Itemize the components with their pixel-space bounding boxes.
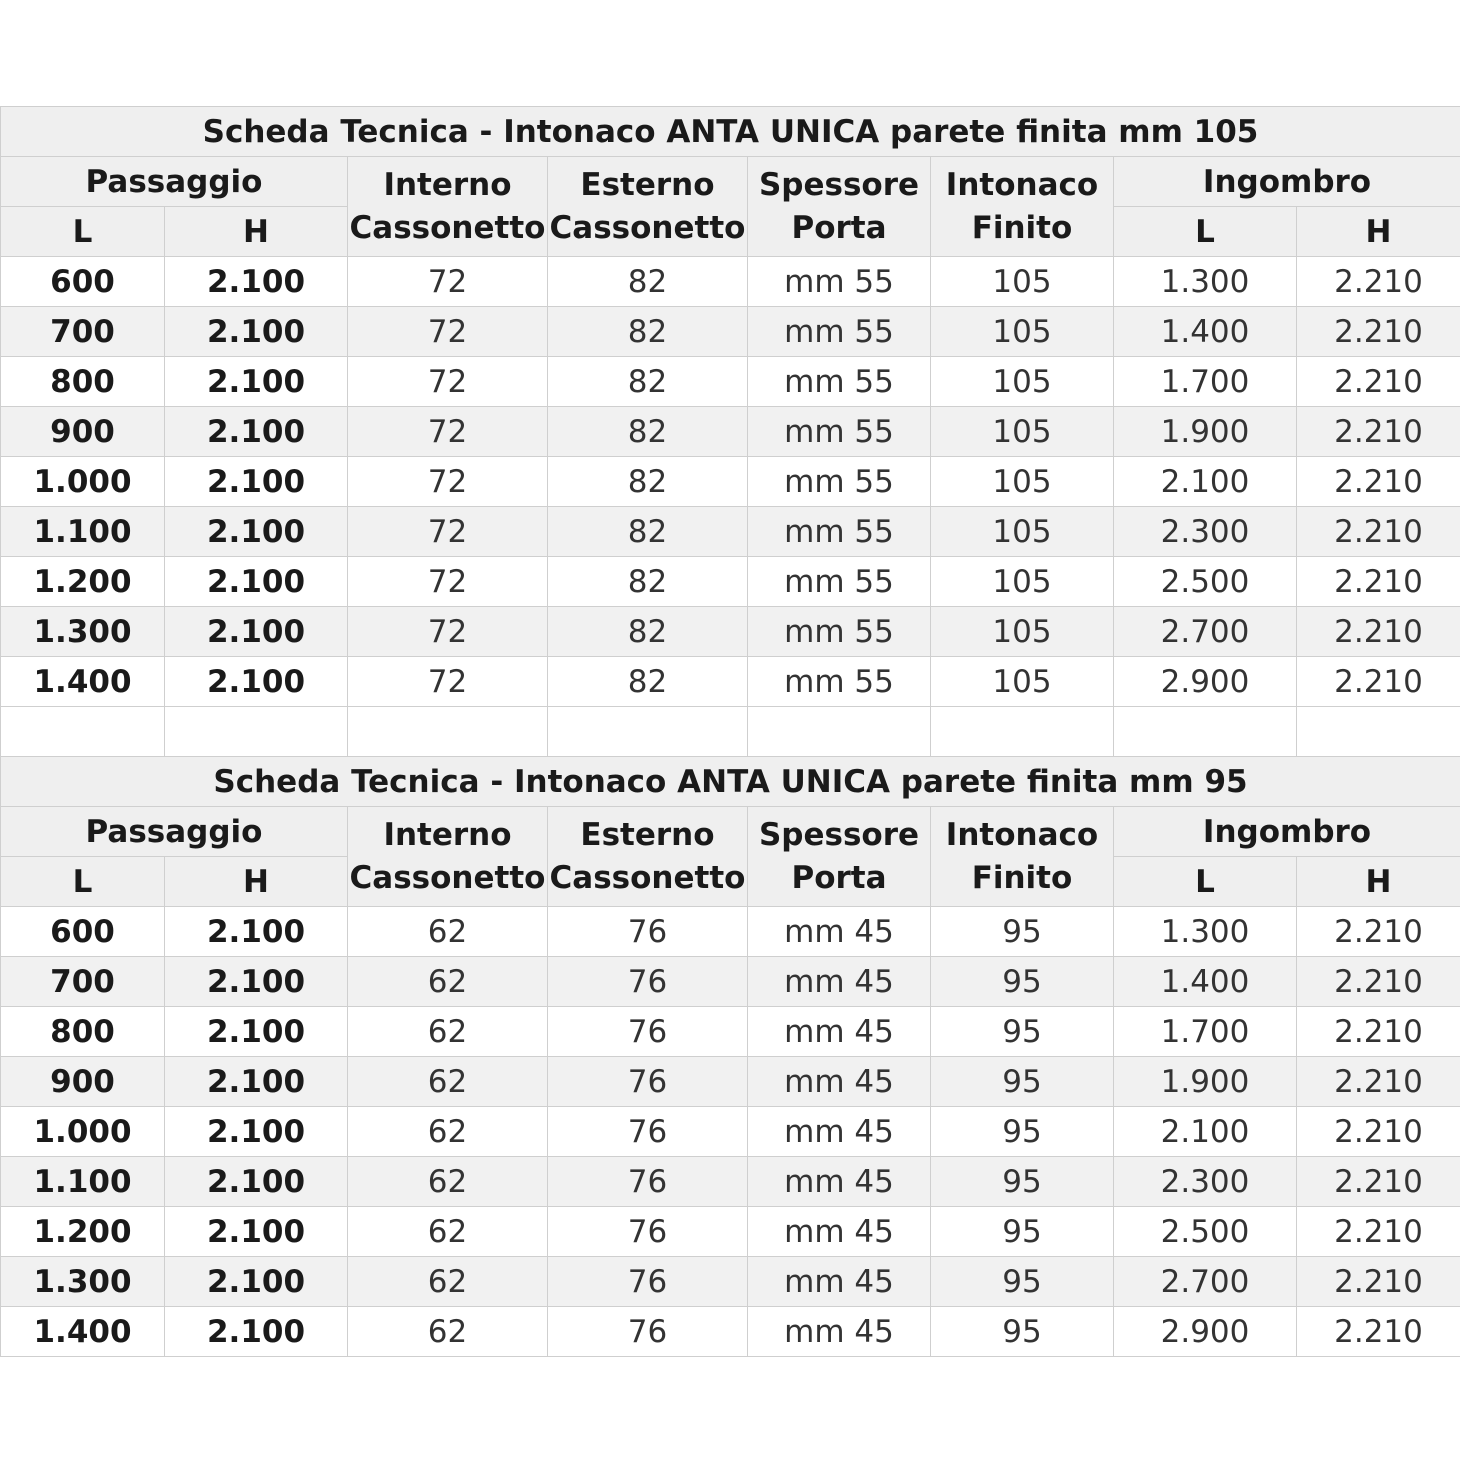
cell-interno-cassonetto: 62 bbox=[348, 957, 548, 1007]
header-esterno-cassonetto bbox=[548, 807, 748, 907]
cell-passaggio-l: 1.100 bbox=[1, 1157, 165, 1207]
cell-interno-cassonetto: 72 bbox=[348, 357, 548, 407]
cell-ingombro-l: 1.900 bbox=[1114, 407, 1297, 457]
cell-interno-cassonetto: 62 bbox=[348, 1207, 548, 1257]
cell-passaggio-h: 2.100 bbox=[165, 1207, 348, 1257]
cell-ingombro-l: 1.400 bbox=[1114, 957, 1297, 1007]
cell-interno-cassonetto: 62 bbox=[348, 1307, 548, 1357]
table-row bbox=[1, 357, 1460, 407]
cell-passaggio-h: 2.100 bbox=[165, 1107, 348, 1157]
table-title-row bbox=[1, 757, 1460, 807]
cell-passaggio-l: 600 bbox=[1, 907, 165, 957]
header-intonaco-finito bbox=[931, 157, 1114, 257]
cell-spessore-porta: mm 45 bbox=[748, 1257, 931, 1307]
cell-esterno-cassonetto: 82 bbox=[548, 607, 748, 657]
cell-interno-cassonetto: 62 bbox=[348, 1157, 548, 1207]
cell-spessore-porta: mm 45 bbox=[748, 1057, 931, 1107]
header-ingombro: Ingombro bbox=[1114, 157, 1460, 207]
cell-interno-cassonetto: 72 bbox=[348, 457, 548, 507]
cell-ingombro-h: 2.210 bbox=[1297, 907, 1460, 957]
cell-spessore-porta: mm 45 bbox=[748, 907, 931, 957]
cell-spessore-porta: mm 45 bbox=[748, 1157, 931, 1207]
header-esterno-cassonetto bbox=[548, 157, 748, 257]
cell-passaggio-h: 2.100 bbox=[165, 1257, 348, 1307]
cell-interno-cassonetto: 72 bbox=[348, 407, 548, 457]
cell-spessore-porta: mm 55 bbox=[748, 307, 931, 357]
cell-passaggio-l: 1.400 bbox=[1, 657, 165, 707]
cell-interno-cassonetto: 72 bbox=[348, 557, 548, 607]
cell-intonaco-finito: 95 bbox=[931, 1157, 1114, 1207]
table-row bbox=[1, 257, 1460, 307]
cell-intonaco-finito: 95 bbox=[931, 1107, 1114, 1157]
cell-interno-cassonetto: 62 bbox=[348, 1057, 548, 1107]
cell-spessore-porta: mm 45 bbox=[748, 1107, 931, 1157]
table-row bbox=[1, 1007, 1460, 1057]
cell-esterno-cassonetto: 82 bbox=[548, 457, 748, 507]
cell-intonaco-finito: 105 bbox=[931, 357, 1114, 407]
cell-passaggio-l: 1.000 bbox=[1, 457, 165, 507]
cell-esterno-cassonetto: 76 bbox=[548, 1007, 748, 1057]
cell-passaggio-h: 2.100 bbox=[165, 407, 348, 457]
cell-spessore-porta: mm 55 bbox=[748, 407, 931, 457]
header-line-2: Cassonetto bbox=[549, 209, 746, 246]
header-ingombro: Ingombro bbox=[1114, 807, 1460, 857]
cell-spessore-porta: mm 55 bbox=[748, 607, 931, 657]
header-line-2: Finito bbox=[971, 859, 1073, 896]
cell-intonaco-finito: 95 bbox=[931, 1307, 1114, 1357]
cell-passaggio-l: 800 bbox=[1, 1007, 165, 1057]
header-spessore-porta bbox=[748, 807, 931, 907]
cell-esterno-cassonetto: 82 bbox=[548, 557, 748, 607]
header-ingombro-h: H bbox=[1297, 857, 1460, 907]
cell-ingombro-l: 1.400 bbox=[1114, 307, 1297, 357]
header-line-1: Esterno bbox=[580, 166, 715, 203]
cell-interno-cassonetto: 72 bbox=[348, 257, 548, 307]
header-line-2: Porta bbox=[791, 209, 887, 246]
header-line-1: Spessore bbox=[758, 166, 920, 203]
cell-passaggio-h: 2.100 bbox=[165, 457, 348, 507]
cell-ingombro-h: 2.210 bbox=[1297, 1107, 1460, 1157]
cell-ingombro-l: 2.700 bbox=[1114, 1257, 1297, 1307]
cell-intonaco-finito: 105 bbox=[931, 307, 1114, 357]
cell-intonaco-finito: 95 bbox=[931, 907, 1114, 957]
header-ingombro-h: H bbox=[1297, 207, 1460, 257]
cell-passaggio-l: 1.100 bbox=[1, 507, 165, 557]
cell-ingombro-h: 2.210 bbox=[1297, 357, 1460, 407]
cell-spessore-porta: mm 55 bbox=[748, 257, 931, 307]
cell-intonaco-finito: 105 bbox=[931, 407, 1114, 457]
table-title: Scheda Tecnica - Intonaco ANTA UNICA parete finita mm 95 bbox=[1, 757, 1460, 807]
cell-passaggio-h: 2.100 bbox=[165, 1307, 348, 1357]
cell-intonaco-finito: 105 bbox=[931, 457, 1114, 507]
header-passaggio: Passaggio bbox=[1, 157, 348, 207]
cell-intonaco-finito: 105 bbox=[931, 257, 1114, 307]
cell-ingombro-h: 2.210 bbox=[1297, 1157, 1460, 1207]
empty-cell bbox=[931, 707, 1114, 757]
cell-ingombro-l: 1.300 bbox=[1114, 257, 1297, 307]
header-row-1 bbox=[1, 157, 1460, 207]
cell-passaggio-l: 1.000 bbox=[1, 1107, 165, 1157]
table-row bbox=[1, 907, 1460, 957]
cell-passaggio-h: 2.100 bbox=[165, 557, 348, 607]
empty-cell bbox=[1114, 707, 1297, 757]
cell-ingombro-l: 2.100 bbox=[1114, 457, 1297, 507]
table-row bbox=[1, 1257, 1460, 1307]
cell-intonaco-finito: 95 bbox=[931, 1257, 1114, 1307]
cell-passaggio-h: 2.100 bbox=[165, 1057, 348, 1107]
table-row bbox=[1, 557, 1460, 607]
cell-ingombro-l: 1.300 bbox=[1114, 907, 1297, 957]
cell-spessore-porta: mm 55 bbox=[748, 507, 931, 557]
cell-ingombro-l: 2.300 bbox=[1114, 1157, 1297, 1207]
cell-ingombro-h: 2.210 bbox=[1297, 1257, 1460, 1307]
cell-passaggio-l: 900 bbox=[1, 1057, 165, 1107]
cell-passaggio-l: 600 bbox=[1, 257, 165, 307]
header-line-1: Interno bbox=[383, 166, 512, 203]
cell-passaggio-h: 2.100 bbox=[165, 1007, 348, 1057]
header-line-2: Cassonetto bbox=[349, 859, 546, 896]
cell-ingombro-l: 1.700 bbox=[1114, 1007, 1297, 1057]
cell-passaggio-h: 2.100 bbox=[165, 957, 348, 1007]
spacer-row bbox=[1, 707, 1460, 757]
header-intonaco-finito bbox=[931, 807, 1114, 907]
header-row-1 bbox=[1, 807, 1460, 857]
cell-interno-cassonetto: 72 bbox=[348, 307, 548, 357]
cell-esterno-cassonetto: 76 bbox=[548, 1307, 748, 1357]
cell-esterno-cassonetto: 82 bbox=[548, 407, 748, 457]
cell-passaggio-h: 2.100 bbox=[165, 1157, 348, 1207]
cell-esterno-cassonetto: 76 bbox=[548, 1057, 748, 1107]
cell-intonaco-finito: 105 bbox=[931, 657, 1114, 707]
cell-esterno-cassonetto: 76 bbox=[548, 1107, 748, 1157]
cell-intonaco-finito: 105 bbox=[931, 607, 1114, 657]
cell-ingombro-l: 2.900 bbox=[1114, 657, 1297, 707]
cell-esterno-cassonetto: 82 bbox=[548, 507, 748, 557]
cell-ingombro-l: 2.300 bbox=[1114, 507, 1297, 557]
cell-passaggio-l: 1.300 bbox=[1, 607, 165, 657]
cell-ingombro-h: 2.210 bbox=[1297, 1057, 1460, 1107]
cell-interno-cassonetto: 72 bbox=[348, 507, 548, 557]
header-passaggio-h: H bbox=[165, 207, 348, 257]
cell-passaggio-l: 1.300 bbox=[1, 1257, 165, 1307]
cell-esterno-cassonetto: 76 bbox=[548, 907, 748, 957]
cell-ingombro-h: 2.210 bbox=[1297, 507, 1460, 557]
cell-intonaco-finito: 105 bbox=[931, 557, 1114, 607]
cell-passaggio-l: 900 bbox=[1, 407, 165, 457]
cell-ingombro-h: 2.210 bbox=[1297, 1307, 1460, 1357]
cell-passaggio-l: 1.200 bbox=[1, 557, 165, 607]
cell-intonaco-finito: 95 bbox=[931, 1007, 1114, 1057]
empty-cell bbox=[748, 707, 931, 757]
cell-intonaco-finito: 105 bbox=[931, 507, 1114, 557]
cell-intonaco-finito: 95 bbox=[931, 957, 1114, 1007]
cell-esterno-cassonetto: 76 bbox=[548, 957, 748, 1007]
cell-spessore-porta: mm 55 bbox=[748, 657, 931, 707]
cell-passaggio-l: 800 bbox=[1, 357, 165, 407]
table-row bbox=[1, 657, 1460, 707]
cell-passaggio-h: 2.100 bbox=[165, 607, 348, 657]
cell-ingombro-h: 2.210 bbox=[1297, 1207, 1460, 1257]
cell-ingombro-h: 2.210 bbox=[1297, 607, 1460, 657]
cell-ingombro-h: 2.210 bbox=[1297, 1007, 1460, 1057]
cell-ingombro-h: 2.210 bbox=[1297, 657, 1460, 707]
header-line-2: Cassonetto bbox=[549, 859, 746, 896]
cell-interno-cassonetto: 62 bbox=[348, 907, 548, 957]
cell-spessore-porta: mm 45 bbox=[748, 1207, 931, 1257]
cell-passaggio-h: 2.100 bbox=[165, 357, 348, 407]
cell-spessore-porta: mm 45 bbox=[748, 1007, 931, 1057]
table-row bbox=[1, 1157, 1460, 1207]
cell-ingombro-l: 2.100 bbox=[1114, 1107, 1297, 1157]
cell-esterno-cassonetto: 82 bbox=[548, 307, 748, 357]
cell-passaggio-l: 700 bbox=[1, 957, 165, 1007]
header-ingombro-l: L bbox=[1114, 857, 1297, 907]
cell-passaggio-l: 700 bbox=[1, 307, 165, 357]
cell-ingombro-h: 2.210 bbox=[1297, 257, 1460, 307]
cell-spessore-porta: mm 45 bbox=[748, 1307, 931, 1357]
header-line-1: Intonaco bbox=[945, 816, 1099, 853]
cell-spessore-porta: mm 55 bbox=[748, 457, 931, 507]
table-row bbox=[1, 1057, 1460, 1107]
table-row bbox=[1, 607, 1460, 657]
cell-passaggio-h: 2.100 bbox=[165, 907, 348, 957]
header-spessore-porta bbox=[748, 157, 931, 257]
cell-esterno-cassonetto: 76 bbox=[548, 1207, 748, 1257]
cell-interno-cassonetto: 62 bbox=[348, 1107, 548, 1157]
cell-passaggio-h: 2.100 bbox=[165, 257, 348, 307]
table-row bbox=[1, 1107, 1460, 1157]
empty-cell bbox=[548, 707, 748, 757]
cell-esterno-cassonetto: 76 bbox=[548, 1257, 748, 1307]
header-line-1: Esterno bbox=[580, 816, 715, 853]
cell-passaggio-h: 2.100 bbox=[165, 507, 348, 557]
cell-passaggio-h: 2.100 bbox=[165, 307, 348, 357]
cell-ingombro-l: 1.900 bbox=[1114, 1057, 1297, 1107]
cell-spessore-porta: mm 55 bbox=[748, 357, 931, 407]
cell-ingombro-h: 2.210 bbox=[1297, 457, 1460, 507]
spec-table-body bbox=[1, 107, 1460, 1357]
header-line-1: Spessore bbox=[758, 816, 920, 853]
cell-ingombro-l: 2.500 bbox=[1114, 557, 1297, 607]
header-ingombro-l: L bbox=[1114, 207, 1297, 257]
header-interno-cassonetto bbox=[348, 157, 548, 257]
table-row bbox=[1, 1307, 1460, 1357]
cell-passaggio-l: 1.200 bbox=[1, 1207, 165, 1257]
table-row bbox=[1, 307, 1460, 357]
header-passaggio-h: H bbox=[165, 857, 348, 907]
header-passaggio: Passaggio bbox=[1, 807, 348, 857]
cell-esterno-cassonetto: 82 bbox=[548, 257, 748, 307]
header-line-1: Intonaco bbox=[945, 166, 1099, 203]
cell-ingombro-h: 2.210 bbox=[1297, 557, 1460, 607]
table-row bbox=[1, 457, 1460, 507]
empty-cell bbox=[165, 707, 348, 757]
header-interno-cassonetto bbox=[348, 807, 548, 907]
cell-passaggio-l: 1.400 bbox=[1, 1307, 165, 1357]
header-line-2: Finito bbox=[971, 209, 1073, 246]
cell-ingombro-l: 2.700 bbox=[1114, 607, 1297, 657]
cell-intonaco-finito: 95 bbox=[931, 1057, 1114, 1107]
cell-interno-cassonetto: 62 bbox=[348, 1257, 548, 1307]
table-title-row bbox=[1, 107, 1460, 157]
header-line-2: Porta bbox=[791, 859, 887, 896]
cell-ingombro-l: 2.900 bbox=[1114, 1307, 1297, 1357]
cell-ingombro-h: 2.210 bbox=[1297, 407, 1460, 457]
header-passaggio-l: L bbox=[1, 857, 165, 907]
spec-table bbox=[0, 106, 1460, 1357]
cell-esterno-cassonetto: 82 bbox=[548, 357, 748, 407]
header-passaggio-l: L bbox=[1, 207, 165, 257]
cell-intonaco-finito: 95 bbox=[931, 1207, 1114, 1257]
empty-cell bbox=[348, 707, 548, 757]
cell-ingombro-h: 2.210 bbox=[1297, 957, 1460, 1007]
cell-passaggio-h: 2.100 bbox=[165, 657, 348, 707]
cell-esterno-cassonetto: 82 bbox=[548, 657, 748, 707]
table-row bbox=[1, 1207, 1460, 1257]
cell-ingombro-h: 2.210 bbox=[1297, 307, 1460, 357]
cell-spessore-porta: mm 45 bbox=[748, 957, 931, 1007]
cell-interno-cassonetto: 72 bbox=[348, 657, 548, 707]
cell-interno-cassonetto: 62 bbox=[348, 1007, 548, 1057]
cell-spessore-porta: mm 55 bbox=[748, 557, 931, 607]
cell-interno-cassonetto: 72 bbox=[348, 607, 548, 657]
header-line-1: Interno bbox=[383, 816, 512, 853]
table-row bbox=[1, 407, 1460, 457]
technical-sheet bbox=[0, 106, 1460, 1357]
table-row bbox=[1, 507, 1460, 557]
table-title: Scheda Tecnica - Intonaco ANTA UNICA parete finita mm 105 bbox=[1, 107, 1460, 157]
cell-esterno-cassonetto: 76 bbox=[548, 1157, 748, 1207]
cell-ingombro-l: 2.500 bbox=[1114, 1207, 1297, 1257]
table-row bbox=[1, 957, 1460, 1007]
empty-cell bbox=[1297, 707, 1460, 757]
empty-cell bbox=[1, 707, 165, 757]
header-line-2: Cassonetto bbox=[349, 209, 546, 246]
cell-ingombro-l: 1.700 bbox=[1114, 357, 1297, 407]
